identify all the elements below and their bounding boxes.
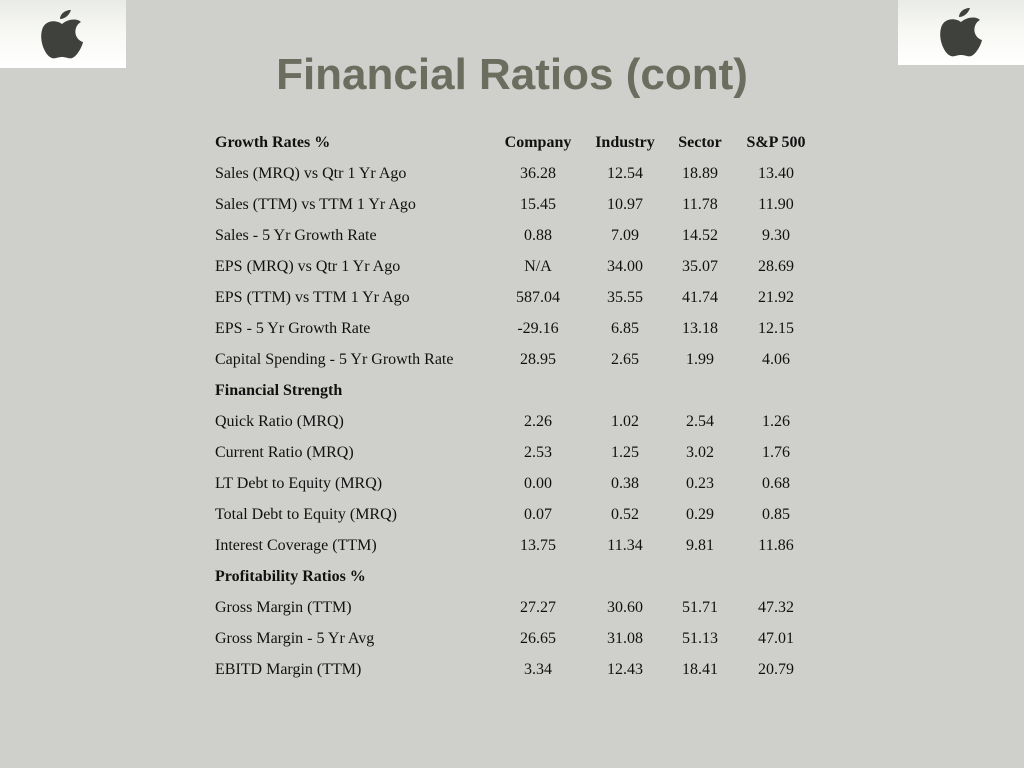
row-label: Capital Spending - 5 Yr Growth Rate <box>215 350 454 368</box>
row-label: EPS (TTM) vs TTM 1 Yr Ago <box>215 288 410 306</box>
cell-sector: 51.13 <box>682 629 718 647</box>
column-header-growth-rates: Growth Rates % <box>215 133 331 151</box>
cell-industry: 12.54 <box>607 164 643 182</box>
cell-industry: 6.85 <box>611 319 639 337</box>
cell-sp500: 1.76 <box>762 443 790 461</box>
cell-company: 26.65 <box>520 629 556 647</box>
table-row <box>206 468 819 499</box>
cell-industry: 10.97 <box>607 195 643 213</box>
cell-sp500: 0.68 <box>762 474 790 492</box>
slide-title: Financial Ratios (cont) <box>276 50 748 99</box>
cell-sp500: 11.90 <box>758 195 794 213</box>
cell-industry: 1.25 <box>611 443 639 461</box>
cell-company: 13.75 <box>520 536 556 554</box>
cell-sector: 41.74 <box>682 288 718 306</box>
row-label: EPS - 5 Yr Growth Rate <box>215 319 371 337</box>
cell-company: N/A <box>524 257 552 275</box>
cell-company: 2.53 <box>524 443 552 461</box>
cell-company: 0.07 <box>524 505 552 523</box>
cell-company: 27.27 <box>520 598 556 616</box>
cell-sector: 0.29 <box>686 505 714 523</box>
cell-company: 15.45 <box>520 195 556 213</box>
cell-sector: 18.41 <box>682 660 718 678</box>
cell-industry: 2.65 <box>611 350 639 368</box>
column-header-company: Company <box>504 133 572 151</box>
row-label: Quick Ratio (MRQ) <box>215 412 344 430</box>
row-label: EPS (MRQ) vs Qtr 1 Yr Ago <box>215 257 401 275</box>
section-heading: Profitability Ratios % <box>215 567 366 585</box>
section-heading-row <box>206 375 819 406</box>
table-header-row <box>206 127 819 158</box>
cell-industry: 11.34 <box>607 536 643 554</box>
cell-sp500: 12.15 <box>758 319 794 337</box>
financial-ratios-table <box>206 127 819 685</box>
table-row <box>206 623 819 654</box>
cell-company: 28.95 <box>520 350 556 368</box>
cell-company: 2.26 <box>524 412 552 430</box>
cell-sector: 9.81 <box>686 536 714 554</box>
row-label: Total Debt to Equity (MRQ) <box>215 505 397 523</box>
cell-industry: 1.02 <box>611 412 639 430</box>
table-row <box>206 437 819 468</box>
cell-sp500: 13.40 <box>758 164 794 182</box>
cell-company: 36.28 <box>520 164 556 182</box>
table-row <box>206 344 819 375</box>
cell-sector: 13.18 <box>682 319 718 337</box>
column-header-industry: Industry <box>595 133 655 151</box>
row-label: LT Debt to Equity (MRQ) <box>215 474 383 492</box>
cell-sector: 35.07 <box>682 257 718 275</box>
cell-sp500: 47.32 <box>758 598 794 616</box>
row-label: Gross Margin (TTM) <box>215 598 352 616</box>
cell-company: 587.04 <box>516 288 560 306</box>
cell-company: -29.16 <box>517 319 559 337</box>
cell-sp500: 28.69 <box>758 257 794 275</box>
table-row <box>206 530 819 561</box>
cell-company: 0.88 <box>524 226 552 244</box>
column-header-sector: Sector <box>678 133 722 151</box>
cell-industry: 0.52 <box>611 505 639 523</box>
table-row <box>206 220 819 251</box>
cell-sector: 1.99 <box>686 350 714 368</box>
cell-industry: 12.43 <box>607 660 643 678</box>
table-row <box>206 282 819 313</box>
cell-industry: 35.55 <box>607 288 643 306</box>
table-row <box>206 251 819 282</box>
cell-sp500: 4.06 <box>762 350 790 368</box>
cell-sp500: 1.26 <box>762 412 790 430</box>
table-row <box>206 654 819 685</box>
cell-sp500: 11.86 <box>758 536 794 554</box>
row-label: Interest Coverage (TTM) <box>215 536 377 554</box>
cell-sector: 51.71 <box>682 598 718 616</box>
cell-sp500: 47.01 <box>758 629 794 647</box>
row-label: Sales (TTM) vs TTM 1 Yr Ago <box>215 195 416 213</box>
cell-sp500: 20.79 <box>758 660 794 678</box>
cell-company: 0.00 <box>524 474 552 492</box>
row-label: Sales - 5 Yr Growth Rate <box>215 226 377 244</box>
row-label: EBITD Margin (TTM) <box>215 660 362 678</box>
cell-industry: 7.09 <box>611 226 639 244</box>
row-label: Current Ratio (MRQ) <box>215 443 354 461</box>
cell-sector: 0.23 <box>686 474 714 492</box>
row-label: Gross Margin - 5 Yr Avg <box>215 629 375 647</box>
table-body <box>206 158 819 685</box>
table-row <box>206 313 819 344</box>
cell-industry: 0.38 <box>611 474 639 492</box>
cell-sector: 3.02 <box>686 443 714 461</box>
table-row <box>206 499 819 530</box>
cell-company: 3.34 <box>524 660 552 678</box>
cell-sp500: 0.85 <box>762 505 790 523</box>
table-row <box>206 592 819 623</box>
cell-sector: 11.78 <box>682 195 718 213</box>
table-row <box>206 189 819 220</box>
cell-sp500: 9.30 <box>762 226 790 244</box>
cell-sp500: 21.92 <box>758 288 794 306</box>
cell-industry: 31.08 <box>607 629 643 647</box>
row-label: Sales (MRQ) vs Qtr 1 Yr Ago <box>215 164 407 182</box>
cell-sector: 14.52 <box>682 226 718 244</box>
table-row <box>206 158 819 189</box>
cell-sector: 2.54 <box>686 412 714 430</box>
table-row <box>206 406 819 437</box>
cell-industry: 34.00 <box>607 257 643 275</box>
section-heading-row <box>206 561 819 592</box>
cell-sector: 18.89 <box>682 164 718 182</box>
column-header-sp500: S&P 500 <box>746 133 806 151</box>
cell-industry: 30.60 <box>607 598 643 616</box>
section-heading: Financial Strength <box>215 381 343 399</box>
